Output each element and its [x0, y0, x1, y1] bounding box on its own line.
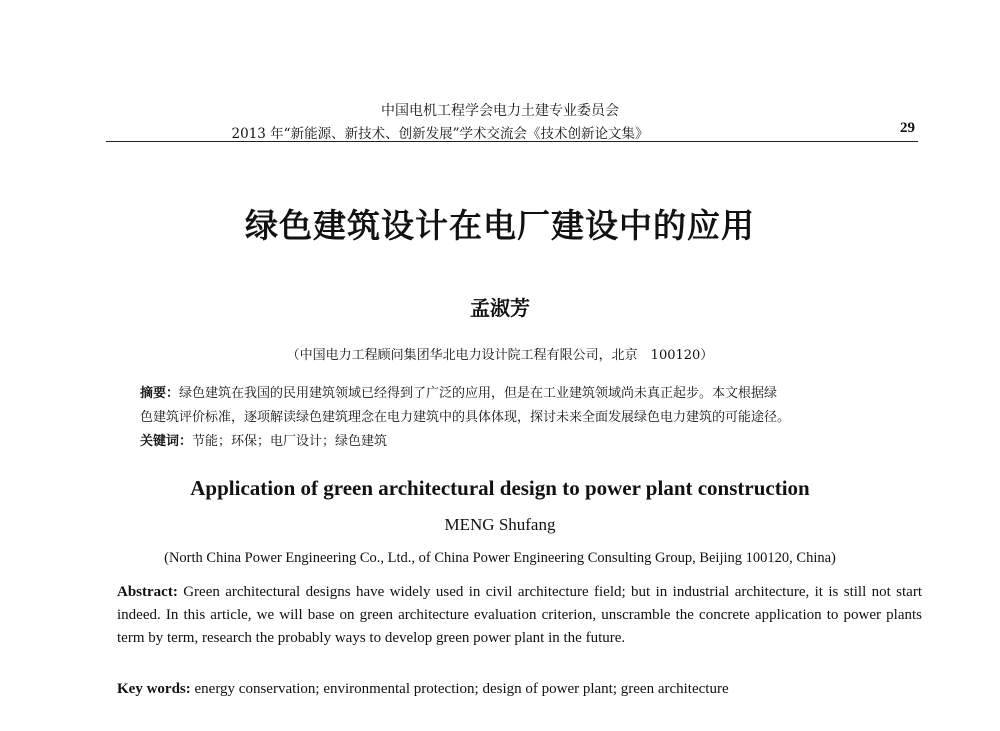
abstract-label-chinese: 摘要：	[140, 386, 180, 401]
keywords-english	[117, 681, 922, 698]
paper-title-english: Application of green architectural design to power plant construction	[190, 476, 810, 500]
author-english: MENG Shufang	[444, 515, 556, 534]
affiliation-chinese: （中国电力工程顾问集团华北电力设计院工程有限公司，北京 100120）	[286, 348, 714, 363]
abstract-english-text: Green architectural designs have widely used in civil architecture field; but in industrial architecture, it is still not start indeed. In this article, we will base on green architecture evaluation criterion, unscramble the concrete application to power plants term by term, research the probably ways to develop green power plant in the future.	[117, 584, 923, 646]
author-chinese: 孟淑芳	[470, 296, 530, 320]
header-committee: 中国电机工程学会电力土建专业委员会	[381, 103, 619, 119]
keywords-chinese-text: 节能；环保；电厂设计；绿色建筑	[192, 434, 388, 449]
header-divider	[106, 141, 918, 142]
affiliation-english: (North China Power Engineering Co., Ltd., of China Power Engineering Consulting Group, Beijing 100120, China)	[164, 550, 836, 566]
keywords-label-chinese: 关键词：	[140, 434, 193, 449]
keywords-chinese	[140, 430, 900, 449]
keywords-english-text: energy conservation; environmental protection; design of power plant; green architecture	[194, 681, 729, 697]
paper-title-chinese: 绿色建筑设计在电厂建设中的应用	[245, 206, 755, 245]
page-number: 29	[900, 120, 915, 136]
header-conference: 2013 年“新能源、新技术、创新发展”学术交流会《技术创新论文集》	[231, 126, 649, 142]
abstract-chinese-text1: 绿色建筑在我国的民用建筑领域已经得到了广泛的应用，但是在工业建筑领域尚未真正起步。本文根据绿	[179, 386, 778, 401]
abstract-label-english: Abstract:	[117, 584, 178, 600]
keywords-label-english: Key words:	[117, 681, 191, 697]
abstract-english	[117, 581, 922, 650]
abstract-chinese-line1	[140, 382, 900, 401]
abstract-chinese-line2: 色建筑评价标准，逐项解读绿色建筑理念在电力建筑中的具体体现，探讨未来全面发展绿色电力建筑的可能途径。	[140, 410, 791, 425]
